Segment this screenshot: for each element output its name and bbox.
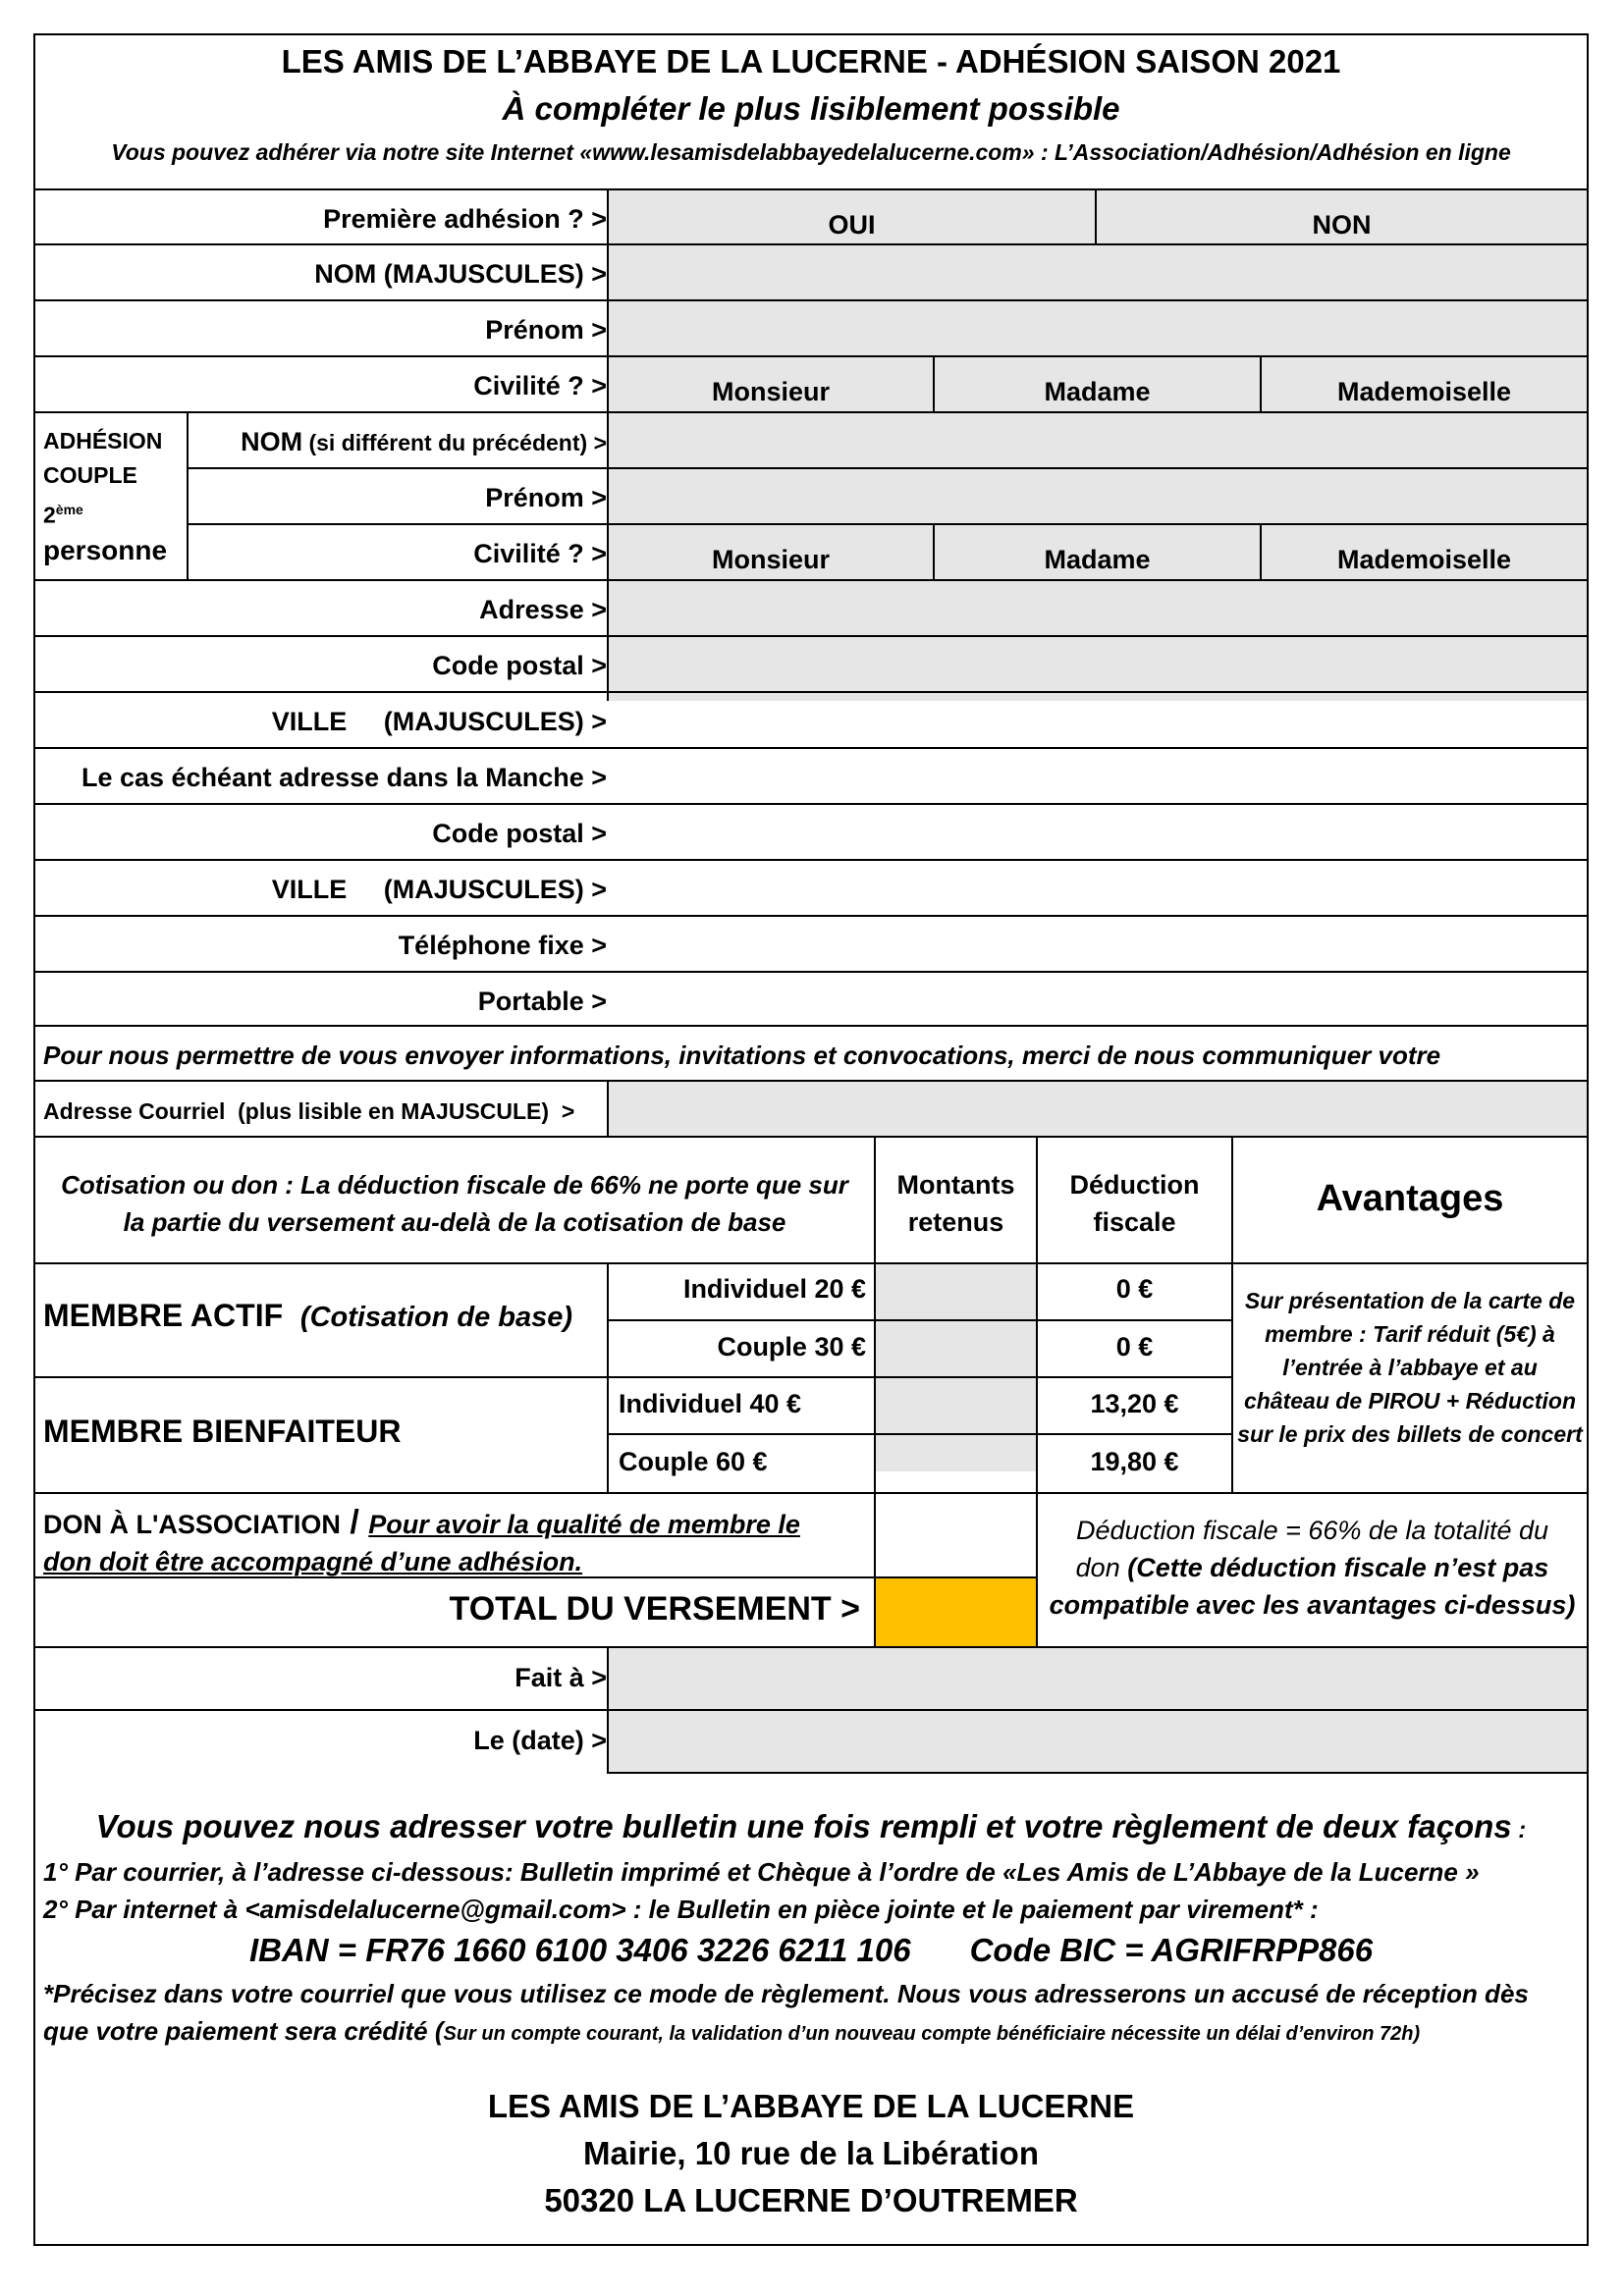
- actif-individuel-deduction: 0 €: [1115, 1274, 1154, 1304]
- membership-form: [33, 33, 1589, 2246]
- telephone-fixe-input[interactable]: [609, 917, 1587, 971]
- don-amount-input[interactable]: [876, 1494, 1036, 1576]
- code-postal-2-input[interactable]: [609, 805, 1587, 859]
- option-monsieur-2[interactable]: Monsieur: [711, 545, 830, 574]
- label-civilite: Civilité ? >: [473, 371, 607, 400]
- actif-individuel-label: Individuel 20 €: [682, 1274, 866, 1304]
- prenom-input[interactable]: [609, 301, 1587, 355]
- label-premiere-adhesion: Première adhésion ? >: [323, 204, 607, 234]
- label-adresse: Adresse >: [479, 595, 607, 624]
- portable-input[interactable]: [609, 973, 1587, 1025]
- form-title: LES AMIS DE L’ABBAYE DE LA LUCERNE - ADHÉSION SAISON 2021: [281, 43, 1341, 80]
- label-ville-2: VILLE (MAJUSCULES) >: [271, 875, 607, 904]
- total-amount-field[interactable]: [874, 1576, 1036, 1646]
- montants-fields-bg: [874, 1262, 1036, 1471]
- adresse-input[interactable]: [609, 581, 1587, 635]
- footer-note-line1: *Précisez dans votre courriel que vous utilisez ce mode de règlement. Nous vous adresserons un accusé de réception dès: [43, 1979, 1529, 2008]
- bienfaiteur-individuel-label: Individuel 40 €: [619, 1389, 802, 1418]
- bienfaiteur-individuel-deduction: 13,20 €: [1090, 1389, 1179, 1418]
- label-portable: Portable >: [477, 987, 607, 1016]
- ville-2-input[interactable]: [609, 861, 1587, 915]
- option-mademoiselle[interactable]: Mademoiselle: [1336, 377, 1512, 406]
- label-prenom: Prénom >: [485, 315, 607, 345]
- adresse-manche-input[interactable]: [609, 749, 1587, 803]
- ville-input[interactable]: [609, 693, 1587, 747]
- label-courriel: Adresse Courriel (plus lisible en MAJUSCULE) >: [43, 1098, 575, 1124]
- code-postal-input[interactable]: [609, 637, 1587, 691]
- fait-a-input[interactable]: [609, 1648, 1587, 1709]
- option-non[interactable]: NON: [1312, 210, 1372, 240]
- footer-line-internet: 2° Par internet à <amisdelalucerne@gmail.com> : le Bulletin en pièce jointe et le paiement par virement* :: [43, 1895, 1319, 1924]
- organization-address: LES AMIS DE L’ABBAYE DE LA LUCERNE Mairie, 10 rue de la Libération 50320 LA LUCERNE D’OUTREMER: [487, 2088, 1135, 2218]
- footer-note-line2: que votre paiement sera crédité (Sur un compte courant, la validation d’un nouveau compte bénéficiaire nécessite un délai d’environ 72h): [43, 2016, 1421, 2046]
- col-montants-header: Montants retenus: [896, 1170, 1015, 1237]
- don-label: DON À L'ASSOCIATION / Pour avoir la qualité de membre le don doit être accompagné d’une adhésion.: [43, 1504, 800, 1576]
- label-ville: VILLE (MAJUSCULES) >: [271, 707, 607, 736]
- label-adresse-manche: Le cas échéant adresse dans la Manche >: [81, 763, 607, 792]
- couple-block-label: ADHÉSION COUPLE 2ème personne: [43, 428, 168, 565]
- don-deduction-note: Déduction fiscale = 66% de la totalité du don (Cette déduction fiscale n’est pas compatible avec les avantages ci-dessus): [1049, 1516, 1576, 1620]
- label-prenom-2: Prénom >: [485, 483, 607, 512]
- label-nom: NOM (MAJUSCULES) >: [314, 259, 607, 289]
- online-membership-note: Vous pouvez adhérer via notre site Internet «www.lesamisdelabbayedelalucerne.com» : L’Association/Adhésion/Adhésion en ligne: [111, 139, 1511, 165]
- label-civilite-2: Civilité ? >: [473, 539, 607, 568]
- actif-couple-label: Couple 30 €: [717, 1332, 866, 1362]
- label-le-date: Le (date) >: [473, 1726, 607, 1755]
- nom-2-input[interactable]: [609, 413, 1587, 467]
- cotisation-note: Cotisation ou don : La déduction fiscale de 66% ne porte que sur la partie du versement au-delà de la cotisation de base: [61, 1170, 848, 1237]
- option-madame-2[interactable]: Madame: [1044, 545, 1151, 574]
- actif-couple-deduction: 0 €: [1115, 1332, 1154, 1362]
- bienfaiteur-couple-deduction: 19,80 €: [1090, 1447, 1179, 1476]
- prenom-2-input[interactable]: [609, 469, 1587, 523]
- footer-headline: Vous pouvez nous adresser votre bulletin une fois rempli et votre règlement de deux façons :: [95, 1808, 1527, 1844]
- option-monsieur[interactable]: Monsieur: [711, 377, 830, 406]
- courriel-input[interactable]: [609, 1082, 1587, 1136]
- membre-bienfaiteur-label: MEMBRE BIENFAITEUR: [43, 1414, 402, 1449]
- col-deduction-header: Déduction fiscale: [1069, 1170, 1200, 1237]
- label-telephone-fixe: Téléphone fixe >: [398, 931, 607, 960]
- option-madame[interactable]: Madame: [1044, 377, 1151, 406]
- nom-input[interactable]: [609, 245, 1587, 299]
- avantages-text: Sur présentation de la carte de membre : Tarif réduit (5€) à l’entrée à l’abbaye et au château de PIROU + Réduction sur le prix des billets de concert: [1237, 1288, 1583, 1447]
- label-code-postal: Code postal >: [432, 651, 607, 680]
- col-avantages-header: Avantages: [1316, 1178, 1504, 1219]
- membre-actif-label: MEMBRE ACTIF (Cotisation de base): [43, 1298, 573, 1333]
- label-nom-2: NOM (si différent du précédent) >: [241, 427, 607, 456]
- label-code-postal-2: Code postal >: [432, 819, 607, 848]
- bienfaiteur-couple-label: Couple 60 €: [619, 1447, 768, 1476]
- label-fait-a: Fait à >: [514, 1663, 607, 1692]
- option-oui[interactable]: OUI: [828, 210, 876, 240]
- option-mademoiselle-2[interactable]: Mademoiselle: [1336, 545, 1512, 574]
- date-input[interactable]: [609, 1711, 1587, 1772]
- bank-details: IBAN = FR76 1660 6100 3406 3226 6211 106 Code BIC = AGRIFRPP866: [248, 1932, 1374, 1968]
- info-note: Pour nous permettre de vous envoyer informations, invitations et convocations, merci de nous communiquer votre: [43, 1041, 1441, 1070]
- total-versement-label: TOTAL DU VERSEMENT >: [449, 1590, 860, 1628]
- footer-line-courrier: 1° Par courrier, à l’adresse ci-dessous: Bulletin imprimé et Chèque à l’ordre de «Les Amis de L’Abbaye de la Lucerne »: [43, 1857, 1480, 1887]
- form-subtitle: À compléter le plus lisiblement possible: [502, 90, 1120, 127]
